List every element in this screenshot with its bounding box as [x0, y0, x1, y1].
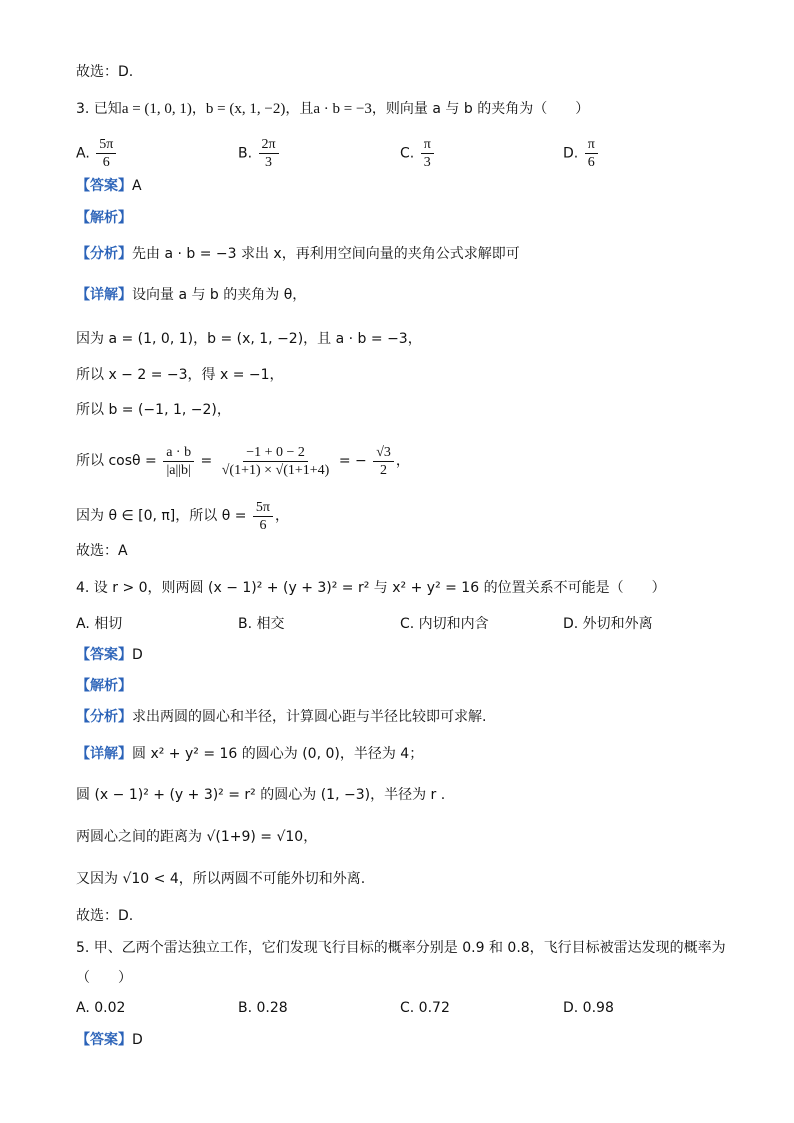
q4-answer — [76, 645, 143, 665]
q3-step-1: 因为 a = (1, 0, 1)，b = (x, 1, −2)，且 a · b = −3， — [76, 331, 422, 347]
question-5-stem: 5. 甲、乙两个雷达独立工作，它们发现飞行目标的概率分别是 0.9 和 0.8，飞行目标被雷达发现的概率为 — [76, 940, 726, 956]
q3-cond: ，且 — [285, 101, 314, 117]
q5-answer-tag: 【答案】 — [76, 1032, 132, 1048]
q3-conclusion: 故选：A — [76, 543, 128, 559]
q3-option-c — [400, 136, 436, 171]
q5-option-c: C. 0.72 — [400, 1000, 450, 1016]
q4-xiangjie-tag: 【详解】 — [76, 746, 132, 762]
q3-step-5-end: ， — [275, 508, 289, 524]
q4-answer-tag: 【答案】 — [76, 647, 132, 663]
q4-option-b: B. 相交 — [238, 616, 285, 632]
q3-step-4-frac-1-den: |a||b| — [166, 462, 191, 478]
q4-step-1: 圆 (x − 1)² + (y + 3)² = r² 的圆心为 (1, −3)，半径为 r . — [76, 787, 446, 803]
q3-option-b-label: B. — [238, 145, 253, 162]
q3-fenxi-text: 先由 a · b = −3 求出 x，再利用空间向量的夹角公式求解即可 — [132, 246, 520, 262]
question-5-stem-cont: （ ） — [76, 970, 132, 986]
q4-option-a: A. 相切 — [76, 616, 123, 632]
q3-step-5-fraction — [253, 499, 273, 534]
q4-step-3: 又因为 √10 < 4，所以两圆不可能外切和外离. — [76, 871, 366, 887]
q3-fenxi — [76, 244, 520, 264]
q3-step-4-frac-2-den: √(1+1) × √(1+1+4) — [221, 462, 330, 478]
q3-option-c-fraction — [421, 136, 434, 171]
q5-answer — [76, 1030, 143, 1050]
q4-conclusion: 故选：D. — [76, 908, 134, 924]
prev-answer-conclusion: 故选：D. — [76, 64, 134, 80]
q3-option-b — [238, 136, 281, 171]
q3-step-4-frac-1-num: a · b — [163, 444, 194, 462]
q3-option-d-num: π — [585, 136, 598, 154]
q4-option-c: C. 内切和内含 — [400, 616, 489, 632]
q3-vector-a: a = (1, 0, 1) — [121, 101, 192, 117]
q3-step-4-frac-1 — [163, 444, 194, 479]
q3-fenxi-tag: 【分析】 — [76, 246, 132, 262]
q3-xiangjie-text: 设向量 a 与 b 的夹角为 θ， — [132, 287, 307, 303]
q4-fenxi-tag: 【分析】 — [76, 709, 132, 725]
q5-answer-value: D — [132, 1032, 143, 1048]
q3-option-a-num: 5π — [96, 136, 116, 154]
q3-option-c-num: π — [421, 136, 434, 154]
q3-dot-product: a · b = −3 — [313, 101, 372, 117]
q3-step-3: 所以 b = (−1, 1, −2)， — [76, 402, 231, 418]
q3-step-4-frac-2 — [219, 444, 333, 479]
q3-answer-tag: 【答案】 — [76, 178, 132, 194]
q4-xiangjie — [76, 744, 423, 764]
q3-step-4-frac-3-num: √3 — [373, 444, 394, 462]
q4-option-d: D. 外切和外离 — [563, 616, 653, 632]
question-3-stem: 3. 已知a = (1, 0, 1)，b = (x, 1, −2)，且a · b = −3，则向量 a 与 b 的夹角为（ ） — [76, 101, 590, 117]
q4-fenxi-text: 求出两圆的圆心和半径，计算圆心距与半径比较即可求解. — [132, 709, 487, 725]
q4-xiangjie-text: 圆 x² + y² = 16 的圆心为 (0, 0)，半径为 4； — [132, 746, 424, 762]
q3-option-b-fraction — [259, 136, 279, 171]
q5-option-b: B. 0.28 — [238, 1000, 288, 1016]
q3-option-a-den: 6 — [102, 155, 110, 170]
q5-option-a: A. 0.02 — [76, 1000, 126, 1016]
q3-answer-value: A — [132, 178, 142, 194]
q3-tail: ，则向量 a 与 b 的夹角为（ ） — [371, 101, 590, 117]
q3-option-a-fraction — [96, 136, 116, 171]
q4-step-2: 两圆心之间的距离为 √(1+9) = √10， — [76, 829, 318, 845]
q3-option-b-num: 2π — [259, 136, 279, 154]
q3-step-4-frac-3-den: 2 — [380, 462, 388, 478]
q4-fenxi — [76, 707, 486, 727]
q3-option-c-den: 3 — [423, 155, 431, 170]
q3-step-2: 所以 x − 2 = −3，得 x = −1， — [76, 367, 284, 383]
q3-step-5-num: 5π — [253, 499, 273, 517]
q3-step-4-cosine: 所以 cosθ = $\frac{a \cdot b}{|a||b|}$ = $\frac{-1 + 0 - 2}{√(1+1) \times √(1+1+4)}$ = − $\frac{√3}{2}$ ， — [76, 444, 410, 478]
q3-step-5-den: 6 — [259, 517, 267, 533]
q3-xiangjie — [76, 285, 306, 305]
q4-answer-value: D — [132, 647, 143, 663]
q3-step-4-prefix: 所以 cosθ = — [76, 453, 157, 469]
q5-option-d: D. 0.98 — [563, 1000, 614, 1016]
q3-step-5-prefix: 因为 θ ∈ [0, π]，所以 θ = — [76, 508, 247, 524]
q3-step-4-end: ， — [395, 453, 410, 469]
q3-option-b-den: 3 — [265, 155, 273, 170]
q3-option-a — [76, 136, 118, 171]
q3-answer — [76, 176, 142, 196]
q4-analysis-heading: 【解析】 — [76, 678, 132, 694]
q3-number: 3. 已知 — [76, 101, 122, 117]
q3-option-c-label: C. — [400, 145, 415, 162]
q3-step-4-eq: = − — [338, 453, 367, 469]
q3-step-5 — [76, 497, 289, 535]
q3-analysis-heading: 【解析】 — [76, 210, 132, 226]
q3-option-d-den: 6 — [587, 155, 595, 170]
q3-xiangjie-tag: 【详解】 — [76, 287, 132, 303]
question-4-stem: 4. 设 r > 0，则两圆 (x − 1)² + (y + 3)² = r² 与 x² + y² = 16 的位置关系不可能是（ ） — [76, 580, 666, 596]
q3-option-d — [563, 136, 600, 171]
q3-option-d-label: D. — [563, 145, 579, 162]
q3-option-a-label: A. — [76, 145, 90, 162]
q3-vector-b: b = (x, 1, −2) — [205, 101, 286, 117]
q3-step-4-frac-2-num: −1 + 0 − 2 — [243, 444, 308, 462]
q3-step-4-frac-3 — [373, 444, 394, 479]
q3-option-d-fraction — [585, 136, 598, 171]
